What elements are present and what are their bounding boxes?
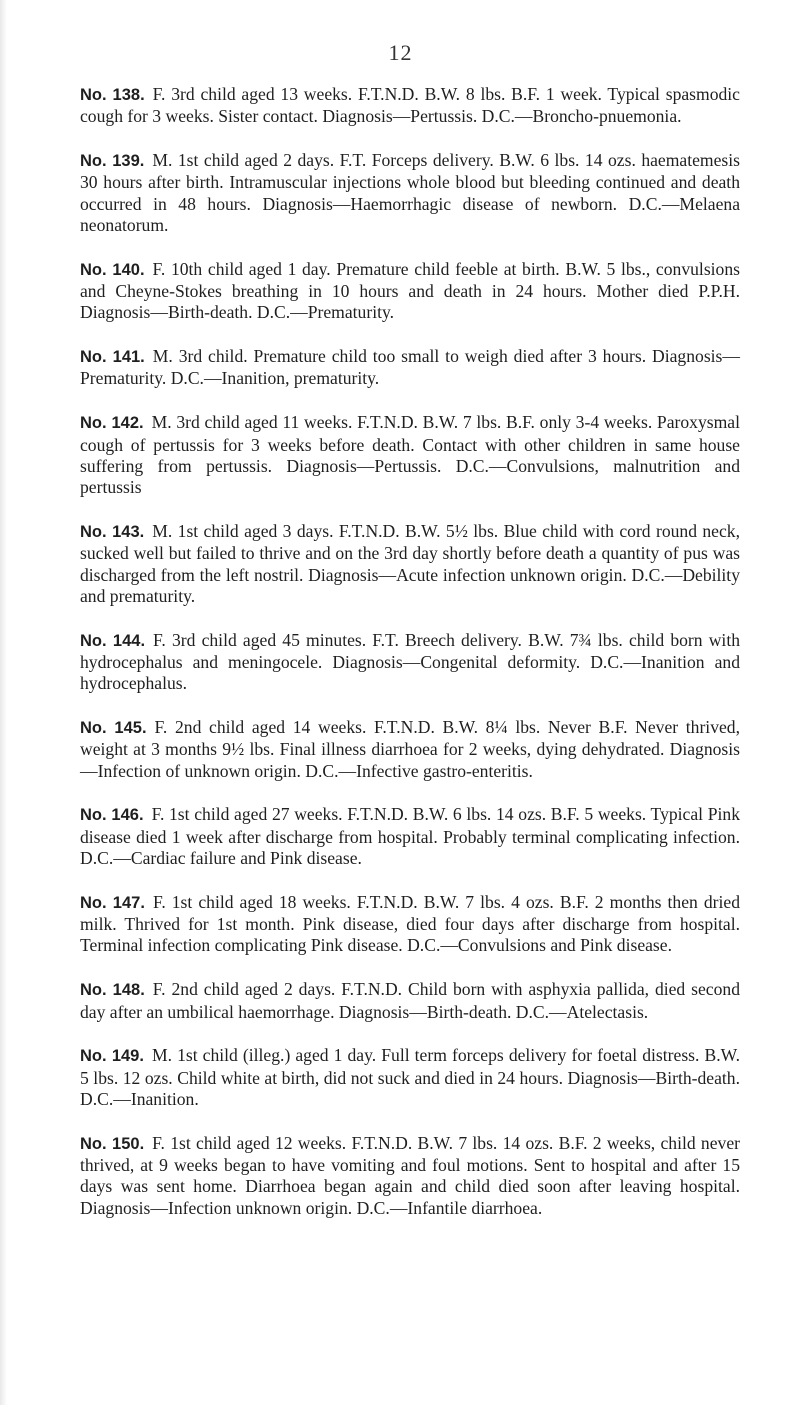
entry-text: M. 1st child aged 3 days. F.T.N.D. B.W. 5½ lbs. Blue child with cord round neck, sucked well but failed to thrive and on the 3rd day shortly before death a quantity of pus was discharged from the left nostril. Diagnosis—Acute infection unknown origin. D.C.—Debility and prematurity. — [80, 520, 740, 606]
page-edge-shadow — [0, 0, 7, 1405]
case-entry-148 — [80, 979, 740, 1023]
case-entry-144 — [80, 630, 740, 695]
case-entry-150 — [80, 1133, 740, 1219]
entry-number: No. 144. — [80, 631, 146, 650]
entry-text: F. 10th child aged 1 day. Premature child feeble at birth. B.W. 5 lbs., convulsions and Cheyne-Stokes breathing in 10 hours and death in 24 hours. Mother died P.P.H. Diagnosis—Birth-death. D.C.—Prematurity. — [80, 258, 740, 323]
entry-number: No. 148. — [80, 981, 145, 1000]
entry-text: M. 1st child (illeg.) aged 1 day. Full term forceps delivery for foetal distress. B.W. 5 lbs. 12 ozs. Child white at birth, did not suck and died in 24 hours. Diagnosis—Birth-death. D.C.—Inanition. — [80, 1045, 740, 1109]
case-entry-146 — [80, 804, 740, 869]
case-entry-140 — [80, 259, 740, 324]
entry-number: No. 150. — [80, 1134, 145, 1153]
case-entry-145 — [80, 717, 740, 782]
entry-text: F. 1st child aged 27 weeks. F.T.N.D. B.W. 6 lbs. 14 ozs. B.F. 5 weeks. Typical Pink disease died 1 week after discharge from hospital. Probably terminal complicating infection. D.C.—Cardiac failure and Pink disease. — [80, 804, 741, 869]
case-entry-142 — [80, 412, 740, 498]
entry-number: No. 149. — [80, 1047, 144, 1066]
entry-number: No. 141. — [80, 348, 145, 367]
entry-number: No. 145. — [80, 719, 147, 738]
case-entry-149 — [80, 1045, 740, 1110]
entry-text: M. 1st child aged 2 days. F.T. Forceps delivery. B.W. 6 lbs. 14 ozs. haematemesis 30 hours after birth. Intramuscular injections whole blood but bleeding continued and death occurred in 48 hours. Diagnosis—Haemorrhagic disease of newborn. D.C.—Melaena neonatorum. — [80, 150, 741, 235]
case-entry-147 — [80, 892, 740, 957]
case-entry-143 — [80, 521, 740, 607]
entry-text: F. 2nd child aged 2 days. F.T.N.D. Child born with asphyxia pallida, died second day after an umbilical haemorrhage. Diagnosis—Birth-death. D.C.—Atelectasis. — [80, 979, 740, 1022]
entry-text: F. 1st child aged 12 weeks. F.T.N.D. B.W. 7 lbs. 14 ozs. B.F. 2 weeks, child never thrived, at 9 weeks began to have vomiting and foul motions. Sent to hospital and after 15 days was sent home. Diarrhoea began again and child died soon after leaving hospital. Diagnosis—Infection unknown origin. D.C.—Infantile diarrhoea. — [80, 1132, 740, 1218]
page-number: 12 — [388, 40, 413, 65]
case-entry-141 — [80, 346, 740, 390]
entry-number: No. 140. — [80, 260, 145, 279]
entry-number: No. 147. — [80, 893, 145, 912]
entry-text: F. 3rd child aged 45 minutes. F.T. Breech delivery. B.W. 7¾ lbs. child born with hydrocephalus and meningocele. Diagnosis—Congenital deformity. D.C.—Inanition and hydrocephalus. — [80, 629, 740, 694]
entry-text: M. 3rd child. Premature child too small to weigh died after 3 hours. Diagnosis—Prematurity. D.C.—Inanition, prematurity. — [80, 346, 740, 389]
entry-text: F. 3rd child aged 13 weeks. F.T.N.D. B.W. 8 lbs. B.F. 1 week. Typical spasmodic cough for 3 weeks. Sister contact. Diagnosis—Pertussis. D.C.—Broncho-pnuemonia. — [80, 84, 740, 127]
entry-text: F. 1st child aged 18 weeks. F.T.N.D. B.W. 7 lbs. 4 ozs. B.F. 2 months then dried milk. Thrived for 1st month. Pink disease, died four days after discharge from hospital. Terminal infection complicating Pink disease. D.C.—Convulsions and Pink disease. — [80, 891, 740, 956]
entry-text: M. 3rd child aged 11 weeks. F.T.N.D. B.W. 7 lbs. B.F. only 3-4 weeks. Paroxysmal cough of pertussis for 3 weeks before death. Contact with other children in same house suffering from pertussis. Diagnosis—Pertussis. D.C.—Convulsions, malnutrition and pertussis — [80, 412, 741, 498]
case-entry-138 — [80, 84, 740, 128]
entry-number: No. 143. — [80, 522, 145, 541]
entry-number: No. 138. — [80, 86, 145, 104]
entry-number: No. 142. — [80, 414, 144, 433]
entry-number: No. 146. — [80, 806, 144, 825]
entry-number: No. 139. — [80, 152, 145, 171]
case-entries — [80, 84, 740, 1241]
case-entry-139 — [80, 150, 740, 236]
entry-text: F. 2nd child aged 14 weeks. F.T.N.D. B.W. 8¼ lbs. Never B.F. Never thrived, weight at 3 months 9½ lbs. Final illness diarrhoea for 2 weeks, dying dehydrated. Diagnosis—Infection of unknown origin. D.C.—Infective gastro-enteritis. — [80, 717, 741, 781]
